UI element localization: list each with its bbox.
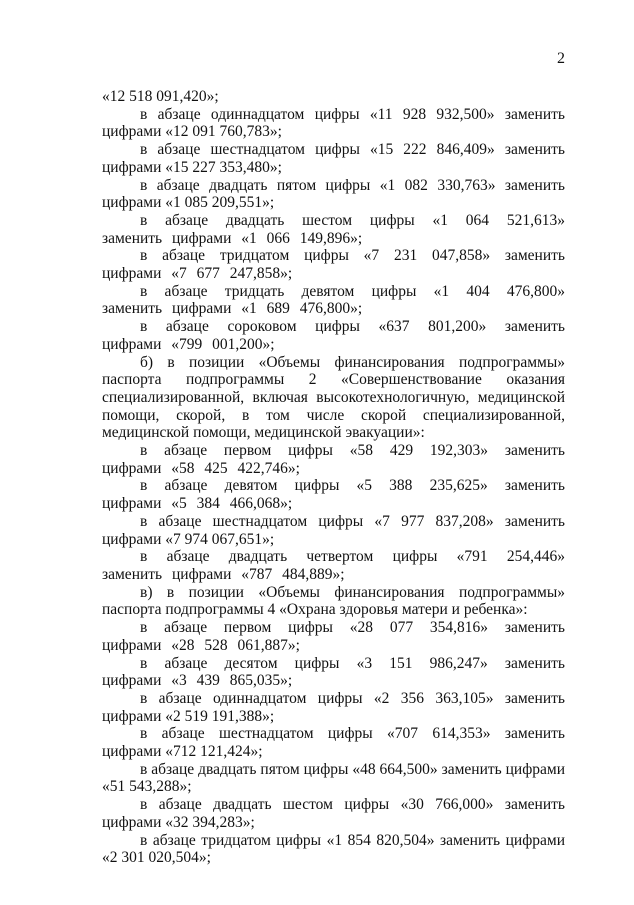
paragraph: в абзаце сороковом цифры «637 801,200» заменить цифрами «799 001,200»;	[102, 318, 565, 353]
paragraph: в абзаце двадцать пятом цифры «1 082 330,763» заменить цифрами «1 085 209,551»;	[102, 176, 565, 212]
paragraph: в) в позиции «Объемы финансирования подпрограммы» паспорта подпрограммы 4 «Охрана здоровья матери и ребенка»:	[102, 583, 565, 619]
paragraph: в абзаце тридцать девятом цифры «1 404 476,800» заменить цифрами «1 689 476,800»;	[102, 282, 565, 318]
paragraph: в абзаце первом цифры «28 077 354,816» заменить цифрами «28 528 061,887»;	[102, 619, 565, 654]
paragraph: б) в позиции «Объемы финансирования подпрограммы» паспорта подпрограммы 2 «Совершенствование оказания специализированной, включая высокотехнологичную, медицинской помощи, скорой, в том числе скорой специализированной, медицинской помощи, медицинской эвакуации»:	[102, 353, 565, 442]
paragraph: в абзаце первом цифры «58 429 192,303» заменить цифрами «58 425 422,746»;	[102, 442, 565, 477]
paragraph: в абзаце десятом цифры «3 151 986,247» заменить цифрами «3 439 865,035»;	[102, 654, 565, 690]
paragraph: в абзаце двадцать четвертом цифры «791 254,446» заменить цифрами «787 484,889»;	[102, 548, 565, 583]
paragraph: в абзаце шестнадцатом цифры «7 977 837,208» заменить цифрами «7 974 067,651»;	[102, 512, 565, 548]
paragraph: в абзаце шестнадцатом цифры «15 222 846,409» заменить цифрами «15 227 353,480»;	[102, 141, 565, 176]
paragraph: в абзаце одиннадцатом цифры «11 928 932,500» заменить цифрами «12 091 760,783»;	[102, 105, 565, 141]
paragraph: «12 518 091,420»;	[102, 88, 219, 105]
paragraph: в абзаце двадцать шестом цифры «30 766,000» заменить цифрами «32 394,283»;	[102, 796, 565, 831]
paragraph: в абзаце двадцать шестом цифры «1 064 521,613» заменить цифрами «1 066 149,896»;	[102, 211, 565, 247]
paragraph: в абзаце одиннадцатом цифры «2 356 363,105» заменить цифрами «2 519 191,388»;	[102, 689, 565, 725]
paragraph: в абзаце тридцатом цифры «1 854 820,504» заменить цифрами «2 301 020,504»;	[102, 831, 565, 867]
page-number: 2	[557, 50, 565, 67]
paragraph: в абзаце девятом цифры «5 388 235,625» заменить цифрами «5 384 466,068»;	[102, 477, 565, 513]
paragraph: в абзаце тридцатом цифры «7 231 047,858» заменить цифрами «7 677 247,858»;	[102, 247, 565, 283]
paragraph: в абзаце двадцать пятом цифры «48 664,500» заменить цифрами «51 543,288»;	[102, 760, 565, 796]
document-body	[102, 88, 565, 867]
paragraph: в абзаце шестнадцатом цифры «707 614,353» заменить цифрами «712 121,424»;	[102, 725, 565, 761]
